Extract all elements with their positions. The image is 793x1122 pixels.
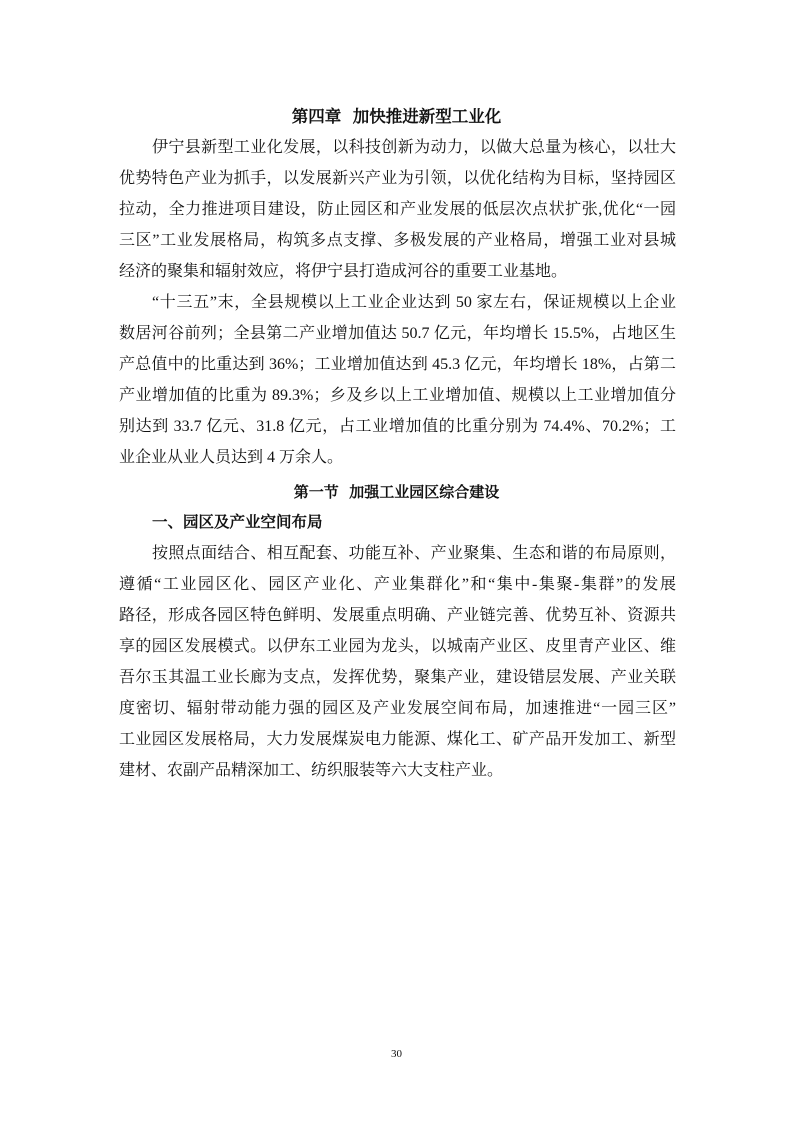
text-line: 别达到 33.7 亿元、31.8 亿元，占工业增加值的比重分别为 74.4%、70.2%；工 — [119, 418, 676, 435]
text-line: 经济的聚集和辐射效应，将伊宁县打造成河谷的重要工业基地。 — [119, 263, 568, 280]
subsection-title: 一、园区及产业空间布局 — [152, 513, 323, 531]
text-line: 工业园区发展格局，大力发展煤炭电力能源、煤化工、矿产品开发加工、新型 — [119, 731, 676, 748]
paragraph-park-layout — [119, 538, 676, 786]
page-number: 30 — [391, 1048, 402, 1060]
text-line: 产总值中的比重达到 36%；工业增加值达到 45.3 亿元，年均增长 18%，占第二 — [119, 356, 676, 373]
text-line: 三区”工业发展格局，构筑多点支撑、多极发展的产业格局，增强工业对县城 — [119, 232, 676, 249]
text-line: 业企业从业人员达到 4 万余人。 — [119, 449, 344, 466]
paragraph-targets — [119, 287, 676, 473]
text-line: 按照点面结合、相互配套、功能互补、产业聚集、生态和谐的布局原则， — [152, 545, 676, 562]
text-line: 路径，形成各园区特色鲜明、发展重点明确、产业链完善、优势互补、资源共 — [119, 607, 676, 624]
chapter-title: 第四章 加快推进新型工业化 — [291, 107, 502, 126]
text-line: 度密切、辐射带动能力强的园区及产业发展空间布局，加速推进“一园三区” — [119, 700, 676, 717]
text-line: 拉动，全力推进项目建设，防止园区和产业发展的低层次点状扩张,优化“一园 — [119, 201, 676, 218]
text-line: 建材、农副产品精深加工、纺织服装等六大支柱产业。 — [119, 762, 504, 779]
text-line: 遵循“工业园区化、园区产业化、产业集群化”和“集中-集聚-集群”的发展 — [119, 576, 676, 593]
text-line: 产业增加值的比重为 89.3%；乡及乡以上工业增加值、规模以上工业增加值分 — [119, 387, 676, 404]
text-line: 伊宁县新型工业化发展，以科技创新为动力，以做大总量为核心，以壮大 — [152, 139, 676, 156]
text-line: 数居河谷前列；全县第二产业增加值达 50.7 亿元，年均增长 15.5%，占地区生 — [119, 325, 676, 342]
text-line: 享的园区发展模式。以伊东工业园为龙头，以城南产业区、皮里青产业区、维 — [119, 638, 676, 655]
text-line: 优势特色产业为抓手，以发展新兴产业为引领，以优化结构为目标，坚持园区 — [119, 170, 676, 187]
paragraph-industrialization-intro — [119, 132, 676, 287]
text-line: “十三五”末，全县规模以上工业企业达到 50 家左右，保证规模以上企业 — [152, 294, 676, 311]
section-title: 第一节 加强工业园区综合建设 — [293, 483, 500, 501]
text-line: 吾尔玉其温工业长廊为支点，发挥优势，聚集产业，建设错层发展、产业关联 — [119, 669, 676, 686]
